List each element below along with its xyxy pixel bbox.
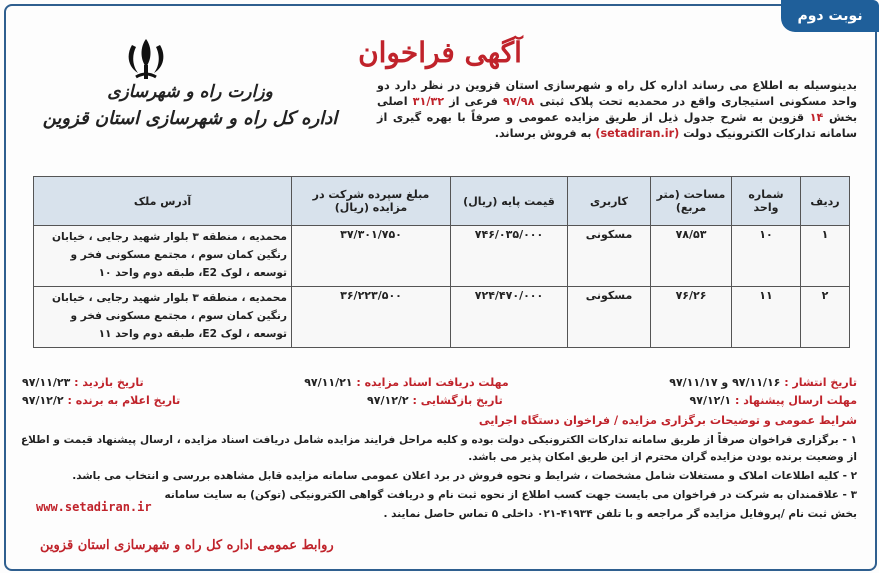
offer-deadline-label: مهلت ارسال پیشنهاد : — [734, 394, 857, 407]
visit-date — [22, 374, 144, 392]
cell-row-number: ۲ — [801, 287, 850, 348]
intro-text-4: قزوین به شرح جدول ذیل از طریق مزایده عمومی و صرفاً با بهره گیری از سامانه تدارکات الکترونیک دولت — [377, 111, 857, 140]
properties-table — [33, 176, 850, 348]
main-plate-number: ۳۱/۳۲ — [412, 95, 445, 108]
website-link[interactable]: www.setadiran.ir — [36, 500, 152, 514]
intro-text-1: بدینوسیله به اطلاع می رساند اداره کل راه و شهرسازی استان قزوین در نظر دارد دو واحد مسکونی استیجاری واقع در محمدیه تحت پلاک ثبتی — [377, 79, 857, 108]
intro-site-link[interactable]: (setadiran.ir) — [595, 127, 680, 140]
header-address: آدرس ملک — [34, 177, 292, 226]
iran-emblem-icon — [122, 37, 170, 81]
opening-date — [367, 392, 503, 410]
conditions-title: شرایط عمومی و توضیحات برگزاری مزایده / فراخوان دستگاه اجرایی — [478, 414, 857, 427]
cell-deposit: ۳۷/۳۰۱/۷۵۰ — [292, 226, 451, 287]
condition-item: ۳ - علاقمندان به شرکت در فراخوان می بایست جهت کسب اطلاع از نحوه ثبت نام و دریافت گواهی الکترونیکی (توکن) به سایت سامانه — [164, 489, 857, 501]
offer-deadline — [690, 392, 857, 410]
office-name: اداره کل راه و شهرسازی استان قزوین — [42, 108, 338, 129]
cell-address: محمدیه ، منطقه ۳ بلوار شهید رجایی ، خیابان رنگین کمان سوم ، مجتمع مسکونی فخر و توسعه ، لوک E2، طبقه دوم واحد ۱۰ — [34, 226, 292, 287]
publish-date — [669, 374, 857, 392]
publish-date-value: ۹۷/۱۱/۱۶ و ۹۷/۱۱/۱۷ — [669, 376, 781, 389]
ministry-name: وزارت راه و شهرسازی — [107, 82, 273, 102]
cell-area: ۷۶/۲۶ — [651, 287, 732, 348]
intro-paragraph — [377, 78, 857, 142]
condition-item: ۲ - کلیه اطلاعات املاک و مستغلات شامل مشخصات ، شرایط و نحوه فروش در برد اعلان عمومی سامانه مزایده قابل مشاهده بررسی و انتخاب می باشد. — [72, 470, 857, 482]
cell-row-number: ۱ — [801, 226, 850, 287]
cell-area: ۷۸/۵۳ — [651, 226, 732, 287]
docs-deadline — [304, 374, 508, 392]
header-area: مساحت (متر مربع) — [651, 177, 732, 226]
round-badge: نوبت دوم — [781, 0, 879, 32]
offer-deadline-value: ۹۷/۱۲/۱ — [689, 394, 732, 407]
visit-date-label: تاریخ بازدید : — [74, 376, 144, 389]
section-number: ۱۴ — [809, 111, 824, 124]
intro-text-5: به فروش برساند. — [494, 127, 592, 140]
winner-date-label: تاریخ اعلام به برنده : — [67, 394, 181, 407]
cell-deposit: ۳۶/۲۲۳/۵۰۰ — [292, 287, 451, 348]
dates-block — [22, 374, 857, 410]
plate-number: ۹۷/۹۸ — [503, 95, 535, 108]
intro-text-2: فرعی از — [449, 95, 498, 108]
condition-item: ۱ - برگزاری فراخوان صرفاً از طریق سامانه تدارکات الکترونیکی دولت بوده و کلیه مراحل فرایند مزایده شامل دریافت اسناد مزایده ، ارسال پیشنهاد قیمت و اطلاع از وضعیت برنده بودن مزایده گران محترم از این طریق امکان پذیر می باشد. — [21, 434, 857, 463]
table-row — [34, 287, 850, 348]
condition-item: بخش ثبت نام /پروفایل مزایده گر مراجعه و با تلفن ۴۱۹۳۴-۰۲۱ داخلی ۵ تماس حاصل نمایند . — [383, 508, 857, 520]
cell-address: محمدیه ، منطقه ۳ بلوار شهید رجایی ، خیابان رنگین کمان سوم ، مجتمع مسکونی فخر و توسعه ، لوک E2، طبقه دوم واحد ۱۱ — [34, 287, 292, 348]
winner-date-value: ۹۷/۱۲/۲ — [22, 394, 64, 407]
announcement-title: آگهی فراخوان — [358, 36, 522, 69]
cell-usage: مسکونی — [568, 226, 651, 287]
docs-deadline-value: ۹۷/۱۱/۲۱ — [304, 376, 353, 389]
table-header-row — [34, 177, 850, 226]
dates-row-1 — [22, 374, 857, 392]
opening-date-value: ۹۷/۱۲/۲ — [367, 394, 409, 407]
publish-date-label: تاریخ انتشار : — [784, 376, 857, 389]
header-row-number: ردیف — [801, 177, 850, 226]
docs-deadline-label: مهلت دریافت اسناد مزایده : — [356, 376, 509, 389]
header-deposit: مبلغ سپرده شرکت در مزایده (ریال) — [292, 177, 451, 226]
table-row — [34, 226, 850, 287]
public-relations-footer: روابط عمومی اداره کل راه و شهرسازی استان قزوین — [40, 538, 334, 553]
intro-text-3: اصلی بخش — [377, 95, 858, 124]
cell-usage: مسکونی — [568, 287, 651, 348]
header-price: قیمت پایه (ریال) — [451, 177, 568, 226]
opening-date-label: تاریخ بازگشایی : — [412, 394, 503, 407]
dates-row-2 — [22, 392, 857, 410]
cell-price: ۷۴۶/۰۳۵/۰۰۰ — [451, 226, 568, 287]
cell-unit: ۱۰ — [732, 226, 801, 287]
cell-price: ۷۲۴/۴۷۰/۰۰۰ — [451, 287, 568, 348]
ministry-block — [30, 82, 350, 129]
visit-date-value: ۹۷/۱۱/۲۳ — [22, 376, 71, 389]
header-unit: شماره واحد — [732, 177, 801, 226]
cell-unit: ۱۱ — [732, 287, 801, 348]
header-usage: کاربری — [568, 177, 651, 226]
winner-date — [22, 392, 180, 410]
